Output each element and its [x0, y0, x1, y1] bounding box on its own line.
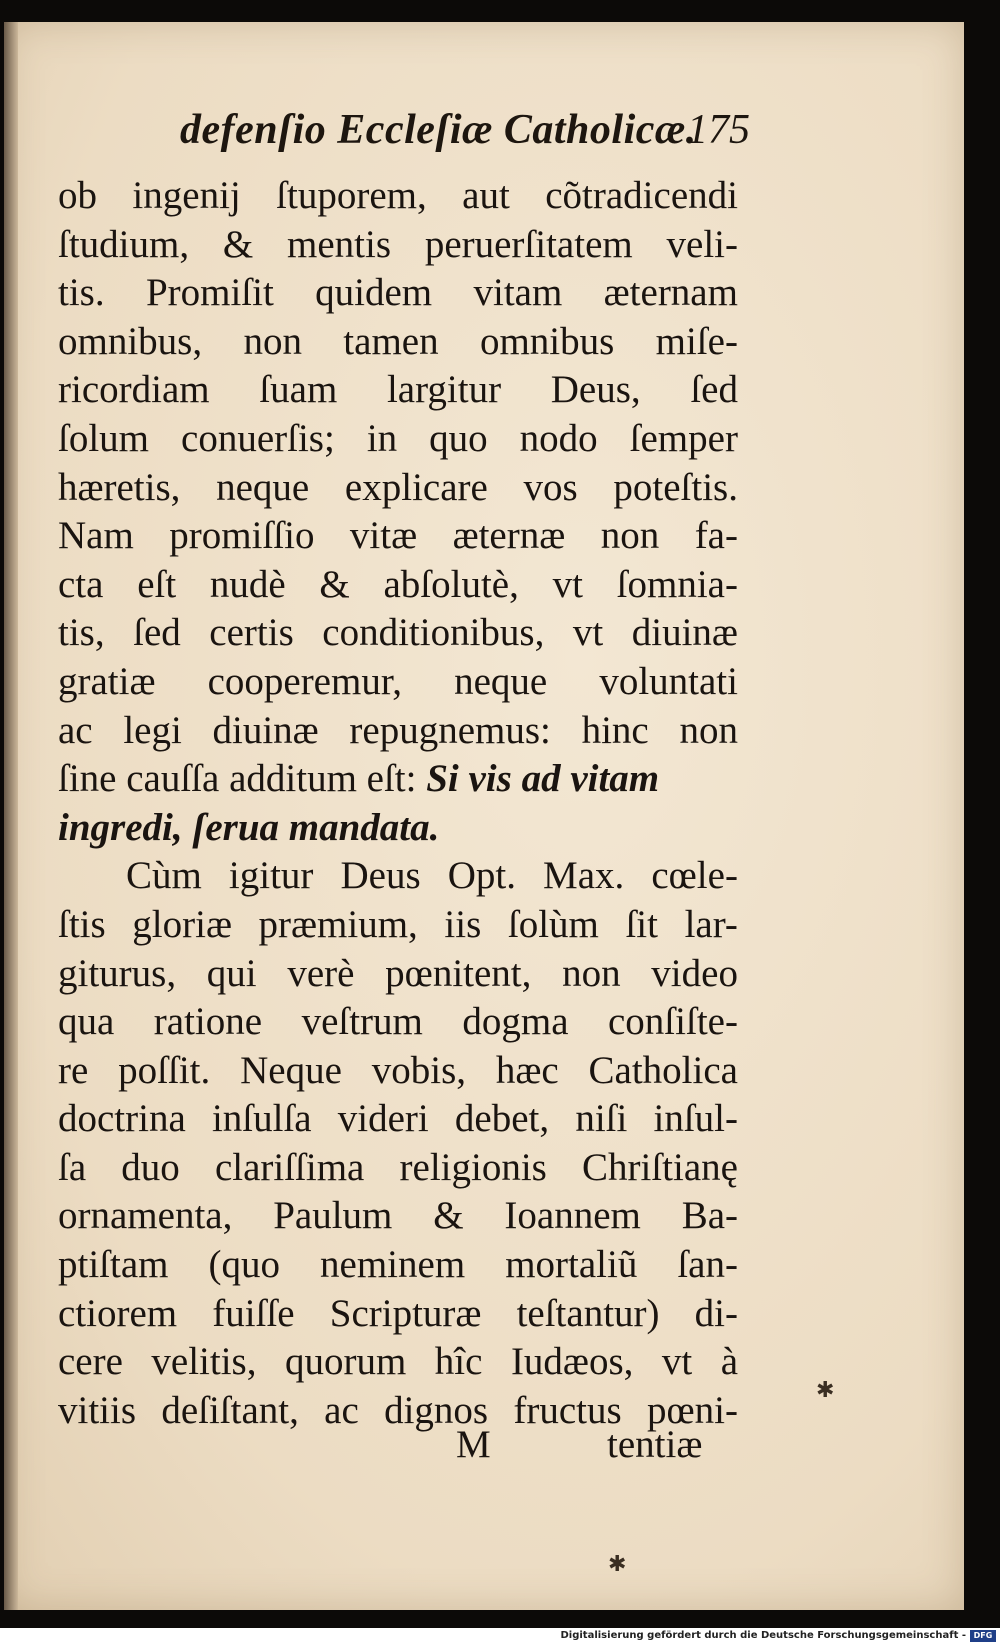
page-footer	[4, 1422, 704, 1472]
text-line-with-quote	[58, 755, 738, 804]
text-line: omnibus, non tamen omnibus miſe-	[58, 319, 738, 363]
text-line: ob ingenij ſtuporem, aut cõtradicendi	[58, 174, 738, 217]
text-line: ornamenta, Paulum & Ioannem Ba-	[58, 1194, 738, 1238]
running-title: defenſio Eccleſiæ Catholicæ.	[180, 107, 697, 153]
scripture-quote: ingredi, ſerua mandata.	[58, 805, 440, 849]
text-line: ricordiam ſuam largitur Deus, ſed	[58, 368, 738, 412]
body-text	[58, 172, 738, 1435]
text-line: ſtudium, & mentis peruerſitatem veli-	[58, 222, 738, 266]
text-line: qua ratione veſtrum dogma conſiſte-	[58, 1000, 738, 1044]
text-line: re poſſit. Neque vobis, hæc Catholica	[58, 1048, 738, 1092]
page-gutter	[4, 22, 18, 1610]
page-header	[180, 106, 750, 166]
paragraph-start-line: Cùm igitur Deus Opt. Max. cœle-	[126, 854, 738, 898]
text-line: ſa duo clariſſima religionis Chriſtianę	[58, 1145, 738, 1189]
text-line: Nam promiſſio vitæ æternæ non fa-	[58, 514, 738, 558]
text-line: ſolum conuerſis; in quo nodo ſemper	[58, 416, 738, 460]
catchword: tentiæ	[607, 1423, 703, 1466]
text-line: giturus, qui verè pœnitent, non video	[58, 951, 738, 995]
text-line: cta eſt nudè & abſolutè, vt ſomnia-	[58, 562, 738, 606]
scripture-quote: Si vis ad vitam	[426, 757, 660, 801]
text-line: doctrina inſulſa videri debet, niſi inſul-	[58, 1097, 738, 1141]
text-line: ptiſtam (quo neminem mortaliũ ſan-	[58, 1243, 738, 1287]
dfg-credit-bar	[0, 1628, 1000, 1645]
dfg-credit-text: Digitalisierung gefördert durch die Deutsche Forschungsgemeinschaft -	[560, 1630, 966, 1641]
text-line: vitiis deſiſtant, ac dignos fructus pœni-	[58, 1388, 738, 1432]
text-segment: ſine cauſſa additum eſt:	[58, 757, 417, 801]
dfg-logo-icon: DFG	[970, 1630, 996, 1642]
text-line: ctiorem fuiſſe Scripturæ teſtantur) di-	[58, 1291, 738, 1335]
text-line: tis. Promiſit quidem vitam æternam	[58, 271, 738, 315]
page-number: 175	[687, 107, 750, 153]
text-line: cere velitis, quorum hîc Iudæos, vt à	[58, 1340, 738, 1384]
ink-blot-icon: ✱	[608, 1552, 627, 1577]
text-line	[58, 804, 738, 853]
text-line: tis, ſed certis conditionibus, vt diuinæ	[58, 611, 738, 655]
signature-mark: M	[456, 1423, 491, 1466]
text-line: ac legi diuinæ repugnemus: hinc non	[58, 708, 738, 752]
book-page	[4, 22, 964, 1610]
text-line: gratiæ cooperemur, neque voluntati	[58, 659, 738, 703]
text-line: hæretis, neque explicare vos poteſtis.	[58, 465, 738, 509]
text-line: ſtis gloriæ præmium, iis ſolùm ſit lar-	[58, 902, 738, 946]
ink-blot-icon: ✱	[816, 1378, 835, 1403]
